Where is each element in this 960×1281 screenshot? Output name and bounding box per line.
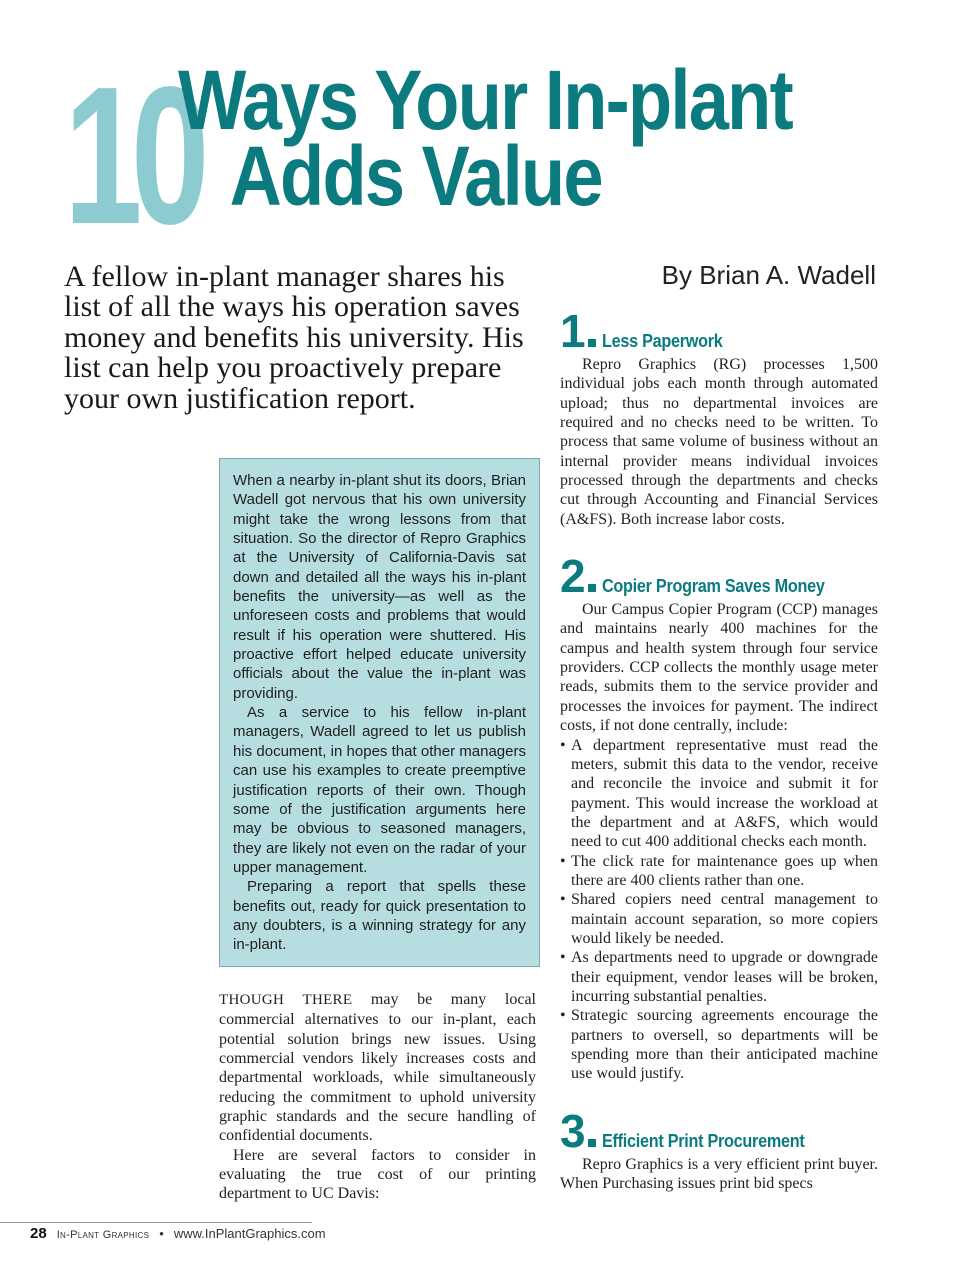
- list-item: • As departments need to upgrade or downgrade their equipment, vendor leases will be broken, incurring substantial penalties.: [560, 948, 878, 1006]
- headline: [178, 53, 792, 223]
- section-title: Less Paperwork: [601, 331, 723, 351]
- big-number-ten: 10: [64, 46, 198, 265]
- list-item: • Strategic sourcing agreements encourage the partners to oversell, so departments will be spending more than their anticipated machine use would justify.: [560, 1006, 878, 1083]
- sidebar-paragraph: Preparing a report that spells these benefits out, ready for quick presentation to any doubters, is a winning strategy for any in-plant.: [233, 878, 526, 954]
- headline-line-1: Ways Your In-plant: [178, 53, 792, 147]
- section-heading: [560, 550, 878, 603]
- intro-paragraph: [219, 990, 536, 1146]
- publication-url: www.InPlantGraphics.com: [173, 1226, 326, 1241]
- publication-name: In-Plant Graphics: [56, 1229, 150, 1241]
- intro-body-column: [219, 990, 536, 1204]
- section-body: Repro Graphics is a very efficient print buyer. When Purchasing issues print bid specs: [560, 1155, 878, 1193]
- deck-text: A fellow in-plant manager shares his list of all the ways his operation saves money and benefits his university. His list can help you proactively prepare your own justification report.: [64, 260, 524, 415]
- headline-line-2: Adds Value: [229, 129, 602, 223]
- section-3: [560, 1104, 878, 1194]
- section-body: Repro Graphics (RG) processes 1,500 individual jobs each month through automated upload; thus no departmental invoices are required and no checks need to be written. To process that same volume of business without an internal provider means individual invoices processed through the departments and checks cut through Accounting and Financial Services (A&FS). Both increase labor costs.: [560, 356, 878, 528]
- list-item: • The click rate for maintenance goes up when there are 400 clients rather than one.: [560, 852, 878, 891]
- section-title: Efficient Print Procurement: [601, 1130, 805, 1151]
- list-item: • Shared copiers need central management to maintain account separation, so more copiers would likely be needed.: [560, 890, 878, 948]
- lead-in-caps: THOUGH THERE: [219, 992, 353, 1008]
- page-number: 28: [30, 1225, 47, 1242]
- intro-sidebar-box: [219, 458, 540, 967]
- section-heading: [560, 1104, 878, 1157]
- section-number: 2: [560, 550, 586, 603]
- footer-divider: [0, 1222, 312, 1223]
- square-bullet-icon: [588, 339, 596, 347]
- sidebar-paragraph: As a service to his fellow in-plant managers, Wadell agreed to let us publish his document, in hopes that other managers can use his examples to create preemptive justification reports of their own. Though some of the justification arguments here may be obvious to seasoned managers, they are likely not even on the radar of your upper management.: [233, 704, 526, 876]
- bullet-list: [560, 736, 878, 1084]
- section-1: [560, 305, 878, 529]
- page-footer: [30, 1225, 326, 1242]
- footer-separator: •: [159, 1226, 164, 1241]
- byline: By Brian A. Wadell: [661, 260, 876, 290]
- section-number: 1: [560, 305, 586, 357]
- intro-paragraph: Here are several factors to consider in evaluating the true cost of our printing department to UC Davis:: [219, 1146, 536, 1203]
- list-item: • A department representative must read the meters, submit this data to the vendor, receive and reconcile the invoice and submit it for payment. This would increase the workload at the department and at A&FS, which would need to cut 400 additional checks each month.: [560, 736, 878, 852]
- sidebar-paragraph: When a nearby in-plant shut its doors, Brian Wadell got nervous that his own university might take the wrong lessons from that situation. So the director of Repro Graphics at the University of California-Davis sat down and detailed all the ways his in-plant benefits the university—as well as the unforeseen costs and problems that would result if his operation were shuttered. His proactive effort helped educate university officials about the value the in-plant was providing.: [233, 472, 526, 702]
- intro-paragraph-text: may be many local commercial alternatives to our in-plant, each potential solution brings new issues. Using commercial vendors likely increases costs and departmental workloads, while simultaneously reducing the commitment to uphold university graphic standards and the secure handling of confidential documents.: [219, 991, 536, 1145]
- section-heading: [560, 305, 878, 357]
- section-number: 3: [560, 1104, 586, 1157]
- square-bullet-icon: [588, 584, 596, 592]
- section-body: Our Campus Copier Program (CCP) manages and maintains nearly 400 machines for the campus and health system through four service providers. CCP collects the monthly usage meter reads, submits them to the service provider and processes the invoices for payment. The indirect costs, if not done centrally, include:: [560, 601, 878, 735]
- square-bullet-icon: [588, 1139, 596, 1147]
- sections-column: [560, 305, 878, 1193]
- section-title: Copier Program Saves Money: [601, 576, 825, 597]
- section-2: [560, 550, 878, 1084]
